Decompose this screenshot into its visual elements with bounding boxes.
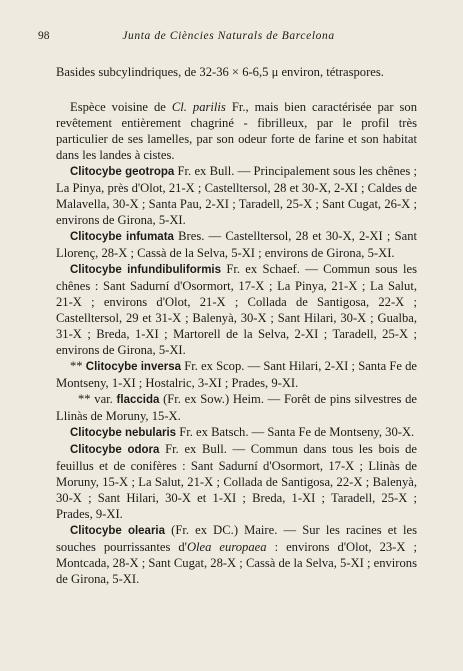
- page-body: [56, 64, 417, 587]
- entry-text: Fr. ex Batsch. — Santa Fe de Montseny, 30-X.: [176, 425, 415, 439]
- entry-text: (Fr. ex Sow.) Heim. — Forêt de pins silvestres de Llinàs de Moruny, 15-X.: [56, 392, 417, 423]
- entry-text: Fr. ex Bull. — Commun dans tous les bois de feuillus et de conifères : Sant Sadurní d'Osormort, 17-X ; Llinàs de Moruny, 15-X ; La Salut, 21-X ; Collada de Santigosa, 22-X ; Balenyà, 30-X ; Sant Hilari, 30-X et 1-XI ; Breda, 1-XI ; Taradell, 25-X ; Prades, 9-XI.: [56, 442, 417, 521]
- species-name: Clitocybe olearia: [70, 525, 166, 537]
- species-name: Clitocybe inversa: [85, 361, 182, 373]
- entry-text: : environs d'Olot, 23-X ; Montcada, 28-X ; Sant Cugat, 28-X ; Cassà de la Selva, 5-XI ; environs de Girona, 5-XI.: [56, 540, 417, 586]
- text-run: Fr., mais bien caractérisée par son revêtement entièrement chagriné - fibrilleux, par le profil très particulier de ses lamelles, par son odeur forte de farine et son habitat dans les landes à cistes.: [56, 100, 418, 162]
- entry-clitocybe-olearia: [56, 522, 417, 587]
- species-name: Clitocybe nebularis: [70, 427, 177, 439]
- running-title: Junta de Ciències Naturals de Barcelona: [122, 30, 335, 42]
- entry-clitocybe-infundibuliformis: [56, 261, 417, 358]
- species-name: Clitocybe geotropa: [70, 166, 175, 178]
- entry-prefix: ** var.: [78, 392, 117, 406]
- entry-text: Bres. — Castelltersol, 28 et 30-X, 2-XI ; Sant Llorenç, 28-X ; Cassà de la Selva, 5-XI ; environs de Girona, 5-XI.: [56, 229, 417, 260]
- entry-text: (Fr. ex DC.) Maire. — Sur les racines et les souches pourrissantes d': [56, 523, 417, 554]
- species-name: Clitocybe infundibuliformis: [70, 264, 222, 276]
- page-header: [38, 30, 419, 42]
- paragraph-espece-voisine: [56, 99, 417, 163]
- entry-clitocybe-inversa: [56, 358, 417, 391]
- species-italic: Cl. parilis: [171, 100, 226, 114]
- species-italic: Olea europaea: [186, 540, 267, 554]
- species-name: Clitocybe odora: [70, 444, 160, 456]
- paragraph-gap: [56, 80, 417, 99]
- text-run: Espèce voisine de: [70, 100, 172, 114]
- entry-clitocybe-nebularis: [56, 424, 417, 441]
- entry-clitocybe-odora: [56, 441, 417, 522]
- entry-text: Fr. ex Schaef. — Commun sous les chênes : Sant Sadurní d'Osormort, 17-X ; La Pinya, 21-X ; La Salut, 21-X ; environs d'Olot, 21-X ; Collada de Santigosa, 22-X ; Castelltersol, 29 et 31-X ; Balenyà, 30-X ; Sant Hilari, 30-X ; Gualba, 31-X ; Breda, 1-XI ; Martorell de la Selva, 2-XI ; Taradell, 25-X ; environs de Girona, 5-XI.: [56, 262, 417, 357]
- species-name: flaccida: [116, 394, 160, 406]
- entry-text: Fr. ex Scop. — Sant Hilari, 2-XI ; Santa Fe de Montseny, 1-XI ; Hostalric, 3-XI ; Prades, 9-XI.: [56, 359, 417, 390]
- paragraph-basides: Basides subcylindriques, de 32-36 × 6-6,5 μ environ, tétraspores.: [56, 65, 384, 79]
- entry-prefix: **: [70, 359, 86, 373]
- page-number: 98: [38, 30, 50, 42]
- entry-clitocybe-infumata: [56, 228, 417, 261]
- entry-var-flaccida: [56, 391, 417, 424]
- species-name: Clitocybe infumata: [70, 231, 174, 243]
- entry-text: Fr. ex Bull. — Principalement sous les chênes ; La Pinya, près d'Olot, 21-X ; Castelltersol, 28 et 30-X, 2-XI ; Caldes de Malavella, 30-X ; Santa Pau, 2-XI ; Taradell, 25-X ; Sant Cugat, 26-X ; environs de Girona, 5-XI.: [56, 164, 417, 227]
- entry-clitocybe-geotropa: [56, 163, 417, 228]
